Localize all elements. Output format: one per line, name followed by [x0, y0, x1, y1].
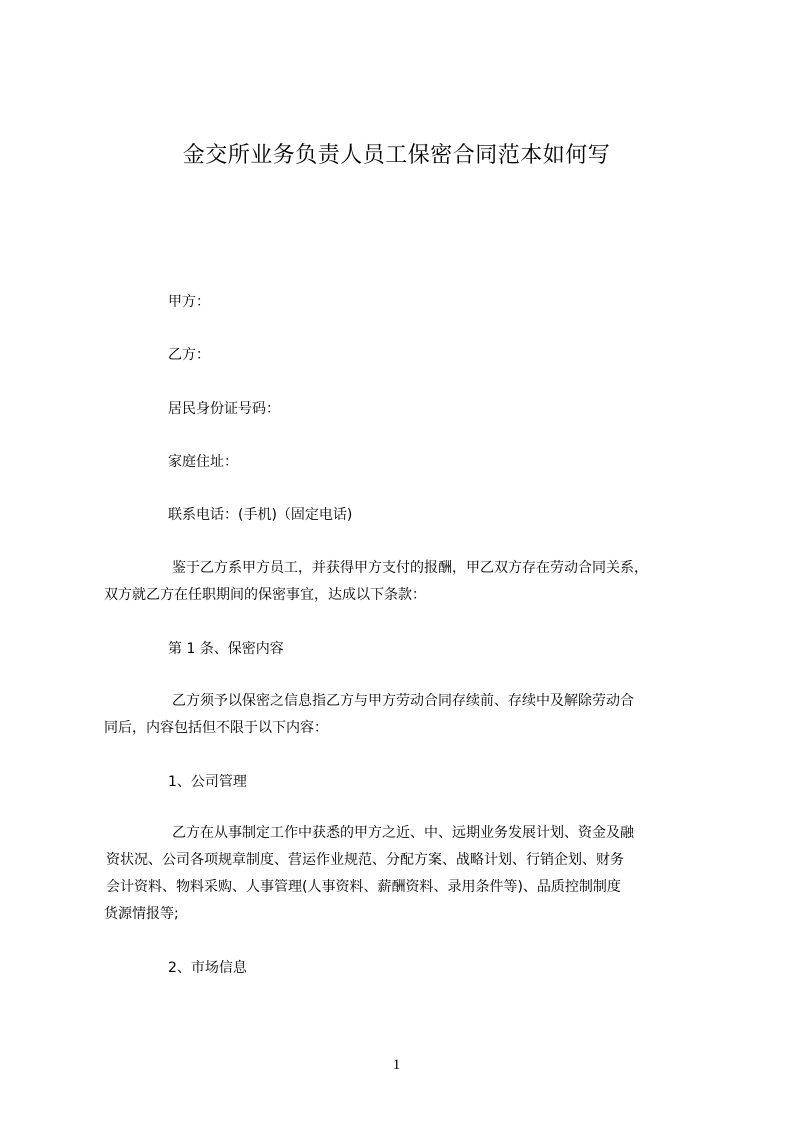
phone-field: 联系电话：(手机)（固定电话) — [168, 507, 353, 523]
intro-paragraph — [104, 555, 704, 609]
article-1-heading: 第 1 条、保密内容 — [168, 641, 284, 657]
document-title: 金交所业务负责人员工保密合同范本如何写 — [182, 143, 611, 168]
id-number-field: 居民身份证号码： — [168, 401, 280, 417]
item-2-heading: 2、市场信息 — [168, 960, 247, 976]
party-b-field: 乙方： — [168, 347, 210, 363]
article-1-line-1: 乙方须予以保密之信息指乙方与甲方劳动合同存续前、存续中及解除劳动合 — [172, 693, 634, 709]
article-1-line-2: 同后，内容包括但不限于以下内容： — [104, 720, 328, 736]
item-1-line-2: 资状况、公司各项规章制度、营运作业规范、分配方案、战略计划、行销企划、财务 — [106, 852, 624, 868]
party-a-field: 甲方： — [168, 294, 210, 310]
item-1-body — [104, 820, 704, 928]
item-1-heading: 1、公司管理 — [168, 774, 247, 790]
item-1-line-3: 会计资料、物料采购、人事管理(人事资料、薪酬资料、录用条件等)、品质控制制度 — [106, 879, 621, 895]
page-number: 1 — [392, 1057, 401, 1073]
article-1-body — [104, 688, 704, 742]
intro-line-2: 双方就乙方在任职期间的保密事宜，达成以下条款： — [104, 587, 426, 603]
address-field: 家庭住址： — [168, 454, 238, 470]
item-1-line-1: 乙方在从事制定工作中获悉的甲方之近、中、远期业务发展计划、资金及融 — [172, 825, 634, 841]
item-1-line-4: 货源情报等; — [104, 906, 179, 922]
intro-line-1: 鉴于乙方系甲方员工，并获得甲方支付的报酬，甲乙双方存在劳动合同关系， — [172, 560, 648, 576]
